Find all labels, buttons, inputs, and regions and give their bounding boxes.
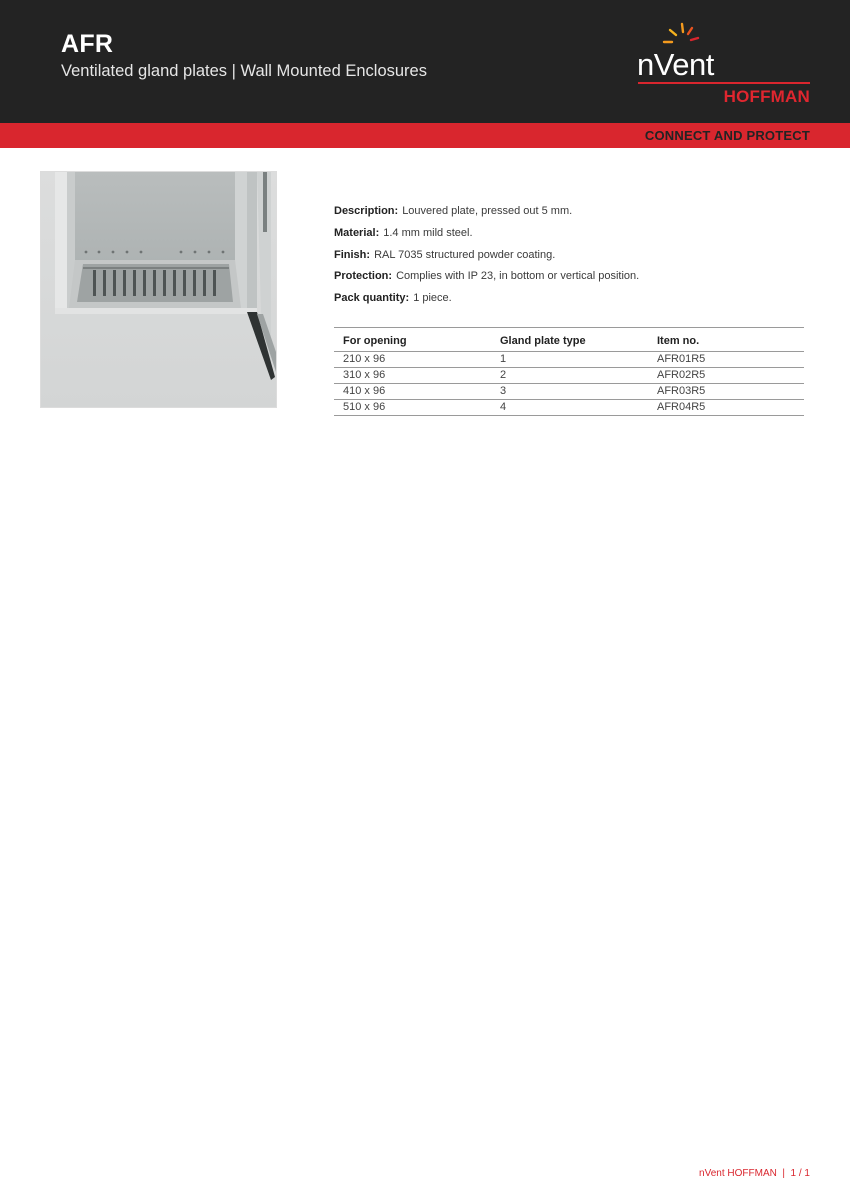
spec-description: [334, 204, 804, 219]
page-footer: nVent HOFFMAN | 1 / 1: [699, 1168, 810, 1179]
column-header-opening: For opening: [334, 328, 491, 352]
logo-submark: HOFFMAN: [723, 87, 810, 106]
logo-wordmark: nVent: [637, 47, 714, 82]
spec-label: Description:: [334, 205, 399, 217]
enclosure-illustration: [41, 172, 276, 407]
table-row: [334, 368, 804, 384]
column-header-item-no: Item no.: [648, 328, 804, 352]
spec-finish: [334, 248, 804, 263]
spec-label: Material:: [334, 226, 380, 239]
cell-opening: 310 x 96: [334, 368, 491, 384]
spec-value: Complies with IP 23, in bottom or vertical position.: [396, 270, 640, 283]
product-image: [40, 171, 277, 408]
spec-value: 1.4 mm mild steel.: [383, 226, 473, 239]
cell-item-no: AFR04R5: [648, 400, 804, 416]
item-table: [334, 327, 804, 416]
page-title: AFR: [61, 30, 114, 58]
page-subtitle: Ventilated gland plates | Wall Mounted Enclosures: [61, 62, 427, 80]
tagline: CONNECT AND PROTECT: [644, 128, 810, 143]
spec-pack-quantity: [334, 291, 804, 306]
cell-opening: 410 x 96: [334, 384, 491, 400]
cell-opening: 210 x 96: [334, 352, 491, 368]
spec-list: [334, 204, 804, 313]
cell-type: 1: [491, 352, 648, 368]
cell-item-no: AFR01R5: [648, 352, 804, 368]
logo-rays-icon: [654, 20, 704, 50]
table-row: [334, 384, 804, 400]
column-header-type: Gland plate type: [491, 328, 648, 352]
spec-material: [334, 226, 804, 241]
cell-item-no: AFR02R5: [648, 368, 804, 384]
spec-label: Finish:: [334, 248, 371, 261]
logo-divider: [638, 82, 810, 84]
cell-type: 2: [491, 368, 648, 384]
spec-protection: [334, 269, 804, 284]
page-header: [0, 0, 850, 123]
spec-value: 1 piece.: [413, 292, 452, 305]
spec-label: Protection:: [334, 270, 393, 283]
cell-item-no: AFR03R5: [648, 384, 804, 400]
cell-type: 3: [491, 384, 648, 400]
table-header-row: [334, 328, 804, 352]
table-row: [334, 352, 804, 368]
spec-label: Pack quantity:: [334, 292, 410, 305]
spec-value: RAL 7035 structured powder coating.: [374, 248, 556, 261]
cell-opening: 510 x 96: [334, 400, 491, 416]
nvent-hoffman-logo: [634, 20, 814, 110]
spec-value: Louvered plate, pressed out 5 mm.: [402, 205, 573, 217]
table-row: [334, 400, 804, 416]
cell-type: 4: [491, 400, 648, 416]
